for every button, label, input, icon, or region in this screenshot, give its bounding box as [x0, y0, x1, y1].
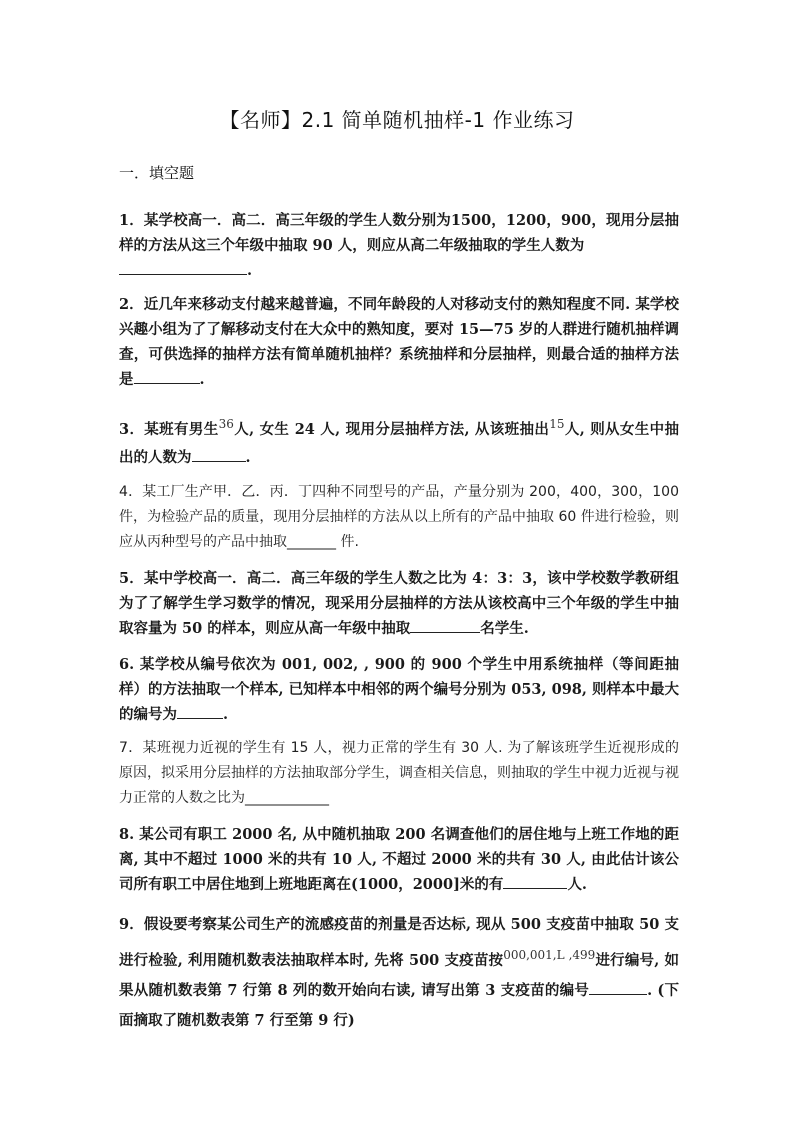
question-6 [119, 652, 679, 727]
answer-blank-4: _______ [287, 534, 336, 550]
answer-blank-7: ____________ [245, 790, 329, 806]
question-5-end: 名学生. [480, 620, 529, 637]
question-8-text: 8. 某公司有职工 2000 名, 从中随机抽取 200 名调查他们的居住地与上班工作地的距离, 其中不超过 1000 米的共有 10 人, 不超过 2000 米的共有 30 人, 由此估计该公司所有职工中居住地到上班地距离在(1000，2000]米的有 [119, 826, 679, 893]
question-1 [119, 208, 679, 283]
question-6-text: 6. 某学校从编号依次为 001, 002, , 900 的 900 个学生中用系统抽样（等间距抽样）的方法抽取一个样本, 已知样本中相邻的两个编号分别为 053, 098, 则样本中最大的编号为 [119, 656, 679, 723]
question-2 [119, 292, 679, 392]
answer-blank-3 [192, 445, 246, 462]
question-4-end: 件. [336, 534, 359, 550]
answer-blank-5 [410, 616, 480, 633]
question-3 [119, 410, 679, 472]
question-2-text: 2．近几年来移动支付越来越普遍，不同年龄段的人对移动支付的熟知程度不同. 某学校兴趣小组为了了解移动支付在大众中的熟知度，要对 15—75 岁的人群进行随机抽样调查，可供选择的抽样方法有简单随机抽样？系统抽样和分层抽样，则最合适的抽样方法是 [119, 296, 679, 388]
question-4-text: 4．某工厂生产甲．乙．丙．丁四种不同型号的产品，产量分别为 200，400，300，100 件，为检验产品的质量，现用分层抽样的方法从以上所有的产品中抽取 60 件进行检验，则应从丙种型号的产品中抽取 [119, 484, 679, 550]
question-1-end: . [247, 262, 253, 279]
question-3-sup-b: 15 [549, 417, 565, 431]
question-5-text: 5．某中学校高一．高二．高三年级的学生人数之比为 4：3：3，该中学校数学教研组为了了解学生学习数学的情况，现采用分层抽样的方法从该校高中三个年级的学生中抽取容量为 50 的样本，则应从高一年级中抽取 [119, 570, 679, 637]
answer-blank-6 [177, 702, 223, 719]
answer-blank-8 [503, 872, 567, 889]
question-4 [119, 480, 679, 555]
question-3-end: . [245, 449, 251, 466]
question-3-text-a: 3．某班有男生 [119, 421, 219, 438]
question-9 [119, 910, 679, 1036]
question-1-text: 1．某学校高一．高二．高三年级的学生人数分别为1500，1200，900，现用分层抽样的方法从这三个年级中抽取 90 人，则应从高二年级抽取的学生人数为 [119, 212, 679, 254]
question-9-end: . (下面摘取了随机数表第 7 行至第 9 行) [119, 982, 679, 1029]
question-7-text: 7．某班视力近视的学生有 15 人，视力正常的学生有 30 人. 为了解该班学生近视形成的原因，拟采用分层抽样的方法抽取部分学生，调查相关信息，则抽取的学生中视力近视与视力正常的人数之比为 [119, 740, 679, 806]
question-3-text-c: 人, 则从女生中抽出的人数为 [119, 421, 679, 466]
answer-blank-9 [589, 978, 647, 995]
question-8-end: 人. [567, 876, 587, 893]
question-6-end: . [223, 706, 229, 723]
question-3-text-b: 人, 女生 24 人, 现用分层抽样方法, 从该班抽出 [233, 421, 550, 438]
question-2-end: . [199, 371, 205, 388]
answer-blank-2 [134, 367, 200, 384]
question-5 [119, 566, 679, 641]
question-3-sup-a: 36 [218, 417, 234, 431]
question-8 [119, 822, 679, 897]
question-9-text-a: 9．假设要考察某公司生产的流感疫苗的剂量是否达标, 现从 500 支疫苗中抽取 50 支进行检验, 利用随机数表法抽取样本时, 先将 500 支疫苗按 [119, 916, 679, 969]
document-title: 【名师】2.1 简单随机抽样-1 作业练习 [219, 108, 575, 132]
section-heading: 一．填空题 [119, 164, 195, 182]
question-7 [119, 736, 679, 811]
answer-blank-1 [119, 258, 247, 275]
question-9-numbering: 000,001,L ,499 [503, 948, 596, 962]
question-9-text-b: 进行编号, 如果从随机数表第 7 行第 8 列的数开始向右读, 请写出第 3 支疫苗的编号 [119, 952, 679, 999]
